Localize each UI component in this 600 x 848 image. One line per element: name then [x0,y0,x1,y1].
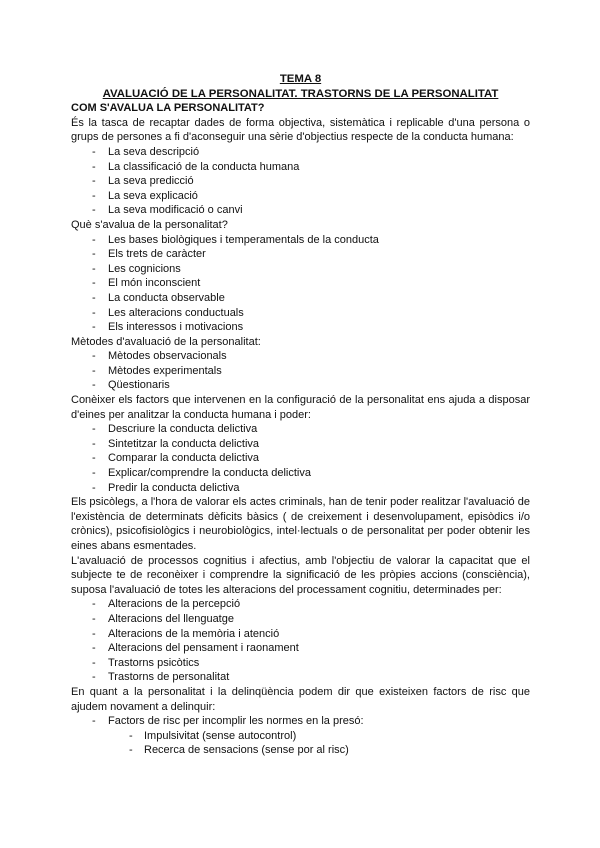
list-item: - Explicar/comprendre la conducta delictiva [71,466,530,481]
sub-list-item: - Impulsivitat (sense autocontrol) [71,729,530,744]
list-item: - Les alteracions conductuals [71,306,530,321]
list-item: - Alteracions de la memòria i atenció [71,627,530,642]
methods-list [71,349,530,393]
factors-paragraph: Conèixer els factors que intervenen en la configuració de la personalitat ens ajuda a disposar d'eines per analitzar la conducta humana i poder: [71,394,530,421]
what-list [71,233,530,335]
list-item: - Els trets de caràcter [71,247,530,262]
list-item: - La conducta observable [71,291,530,306]
psychologists-paragraph: Els psicòlegs, a l'hora de valorar els actes criminals, han de tenir poder realitzar l'avaluació de l'existència de determinats dèficits bàsics ( de creixement i desenvolupament, episòdics i/o crònics), psicofisiològics i neurobiològics, intel·lectuals o de personalitat per poder obtenir les eines abans esmentades. [71,496,530,552]
delinquency-list [71,714,530,729]
what-heading: Què s'avalua de la personalitat? [71,218,228,231]
list-item: - Les bases biològiques i temperamentals de la conducta [71,233,530,248]
list-item: - Sintetitzar la conducta delictiva [71,437,530,452]
delinquency-paragraph: En quant a la personalitat i la delinqüència podem dir que existeixen factors de risc que ajudem novament a delinquir: [71,685,530,713]
list-item: - Mètodes experimentals [71,364,530,379]
list-item: - La seva explicació [71,189,530,204]
list-item: - La seva predicció [71,174,530,189]
delinquency-sublist [71,729,530,758]
list-item: - Alteracions del llenguatge [71,612,530,627]
list-item: - La seva descripció [71,145,530,160]
list-item: - Descriure la conducta delictiva [71,422,530,437]
list-item: - Els interessos i motivacions [71,320,530,335]
list-item: - Trastorns psicòtics [71,656,530,671]
document-title: AVALUACIÓ DE LA PERSONALITAT. TRASTORNS DE LA PERSONALITAT [102,87,499,100]
list-item: - Alteracions del pensament i raonament [71,641,530,656]
section-heading: COM S'AVALUA LA PERSONALITAT? [71,102,265,115]
factors-list [71,422,530,495]
list-item: - Trastorns de personalitat [71,670,530,685]
cognitive-list [71,597,530,685]
list-item: - Predir la conducta delictiva [71,481,530,496]
intro-list [71,145,530,218]
list-item: - La seva modificació o canvi [71,203,530,218]
list-item: - Factors de risc per incomplir les normes en la presó: [71,714,530,729]
intro-paragraph: És la tasca de recaptar dades de forma objectiva, sistemàtica i replicable d'una persona o grups de persones a fi d'aconseguir una sèrie d'objectius respecte de la conducta humana: [71,116,530,144]
list-item: - Alteracions de la percepció [71,597,530,612]
sub-list-item: - Recerca de sensacions (sense por al risc) [71,743,530,758]
list-item: - Comparar la conducta delictiva [71,451,530,466]
methods-heading: Mètodes d'avaluació de la personalitat: [71,335,261,348]
list-item: - El món inconscient [71,276,530,291]
list-item: - Mètodes observacionals [71,349,530,364]
list-item: - La classificació de la conducta humana [71,160,530,175]
cognitive-paragraph: L'avaluació de processos cognitius i afectius, amb l'objectiu de valorar la capacitat que el subjecte te de reconèixer i comprendre la significació de les pròpies accions (consciència), suposa l'avaluació de totes les alteracions del processament cognitiu, determinades per: [71,554,530,596]
topic-number: TEMA 8 [279,73,322,85]
list-item: - Les cognicions [71,262,530,277]
list-item: - Qüestionaris [71,378,530,393]
